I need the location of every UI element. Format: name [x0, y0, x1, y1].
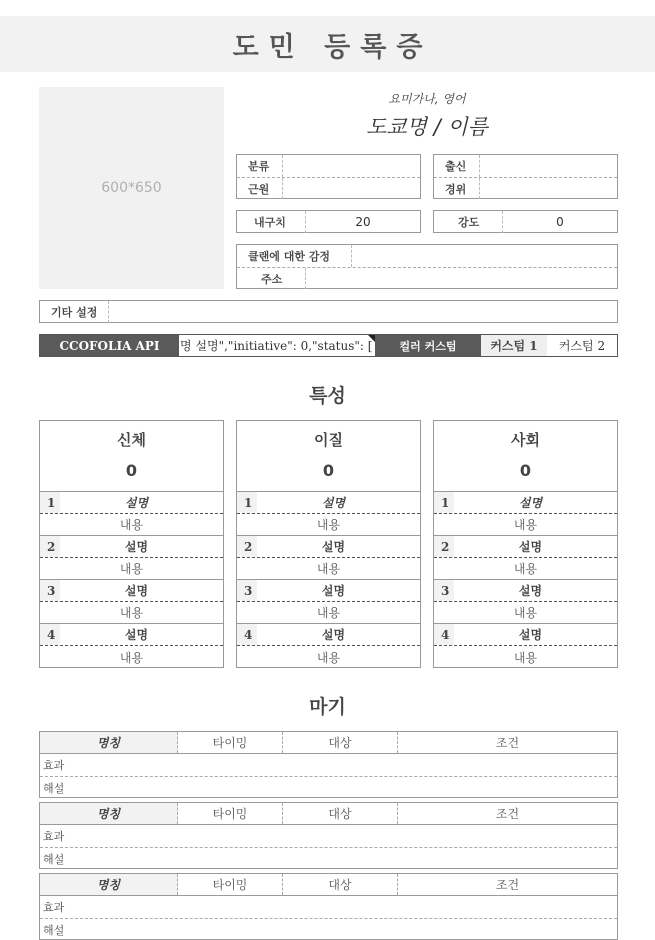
sub-content[interactable]: 내용: [237, 558, 420, 580]
origin-value[interactable]: [480, 155, 617, 177]
sub-description[interactable]: 설명: [518, 540, 543, 554]
clan-feeling-label: 클랜에 대한 감정: [237, 245, 352, 267]
magic-skill-timing[interactable]: 타이밍: [178, 803, 283, 824]
magic-skill-target[interactable]: 대상: [283, 874, 398, 895]
sub-description[interactable]: 설명: [321, 540, 346, 554]
sub-content[interactable]: 내용: [40, 558, 223, 580]
root-value[interactable]: [283, 178, 420, 199]
category-root-box: [236, 154, 421, 199]
durability-box: [236, 210, 421, 233]
sub-number: 1: [237, 492, 257, 513]
sub-number: 3: [434, 580, 454, 601]
sub-number: 4: [434, 624, 454, 645]
yomigana-field[interactable]: 요미가나, 영어: [388, 92, 466, 106]
magic-skill-header: [40, 874, 617, 896]
history-label: 경위: [434, 178, 480, 199]
address-label: 주소: [237, 268, 306, 289]
magic-skill-condition[interactable]: 조건: [495, 807, 520, 821]
origin-history-box: [433, 154, 618, 199]
stat-card-society: [433, 420, 618, 668]
sub-header-row: [237, 536, 420, 558]
sub-description[interactable]: 설명: [321, 628, 346, 642]
clan-address-box: [236, 244, 618, 289]
stat-name: 이질: [314, 431, 343, 449]
page-title: 도민 등록증: [232, 31, 433, 63]
stat-card-body: [39, 420, 224, 668]
origin-row: [434, 155, 617, 177]
name-field[interactable]: 도쿄명 / 이름: [366, 115, 488, 139]
traits-title: 특성: [309, 385, 346, 407]
color-custom-label: 컬러 커스텀: [375, 335, 481, 356]
api-bar: [39, 334, 618, 357]
sub-number: 3: [40, 580, 60, 601]
sub-header-row: [434, 580, 617, 602]
sub-header-row: [434, 536, 617, 558]
sub-header-row: [40, 624, 223, 646]
stat-value[interactable]: 0: [322, 461, 335, 480]
durability-row: [237, 211, 420, 233]
stat-header: [434, 421, 617, 492]
sub-header-row: [237, 492, 420, 514]
sub-description[interactable]: 설명: [124, 584, 149, 598]
sub-number: 2: [434, 536, 454, 557]
magic-skill-note[interactable]: 해설: [40, 776, 617, 798]
sub-content[interactable]: 내용: [237, 514, 420, 536]
magic-skill-card: [39, 731, 618, 798]
stat-header: [40, 421, 223, 492]
sub-header-row: [434, 624, 617, 646]
magic-skill-name[interactable]: 명칭: [40, 732, 178, 753]
sub-number: 1: [40, 492, 60, 513]
sub-number: 2: [237, 536, 257, 557]
magic-skill-effect[interactable]: 효과: [43, 830, 65, 843]
stat-name: 사회: [511, 431, 540, 449]
strength-value[interactable]: 0: [556, 215, 564, 229]
other-settings-box: [39, 300, 618, 323]
history-value[interactable]: [480, 178, 617, 199]
history-row: [434, 177, 617, 199]
sub-description[interactable]: 설명: [518, 496, 543, 510]
magic-skill-card: [39, 873, 618, 940]
sub-content[interactable]: 내용: [40, 514, 223, 536]
magic-skill-card: [39, 802, 618, 869]
stat-card-heterogeneity: [236, 420, 421, 668]
other-settings-row: [40, 301, 617, 323]
sub-header-row: [434, 492, 617, 514]
sub-number: 4: [40, 624, 60, 645]
clan-feeling-row: [237, 245, 617, 267]
sub-header-row: [40, 580, 223, 602]
durability-label: 내구치: [237, 211, 306, 233]
durability-value[interactable]: 20: [355, 215, 371, 229]
clan-feeling-value[interactable]: [352, 245, 617, 267]
magic-skill-target[interactable]: 대상: [283, 732, 398, 753]
portrait-placeholder[interactable]: [39, 87, 224, 289]
custom2-option[interactable]: 커스텀 2: [558, 339, 606, 353]
stat-header: [237, 421, 420, 492]
magic-skill-effect[interactable]: 효과: [43, 759, 65, 772]
sub-content[interactable]: 내용: [434, 514, 617, 536]
sub-number: 4: [237, 624, 257, 645]
sub-header-row: [40, 536, 223, 558]
sub-description[interactable]: 설명: [124, 540, 149, 554]
magic-skill-header: [40, 803, 617, 825]
magic-skill-header: [40, 732, 617, 754]
category-row: [237, 155, 420, 177]
origin-label: 출신: [434, 155, 480, 177]
sub-header-row: [237, 580, 420, 602]
sub-description[interactable]: 설명: [321, 496, 346, 510]
strength-label: 강도: [434, 211, 503, 233]
portrait-size-label: 600*650: [101, 180, 162, 196]
sub-description[interactable]: 설명: [321, 584, 346, 598]
sub-header-row: [237, 624, 420, 646]
magic-skill-timing[interactable]: 타이밍: [178, 874, 283, 895]
sub-content[interactable]: 내용: [434, 602, 617, 624]
sub-description[interactable]: 설명: [124, 628, 149, 642]
magic-skill-condition[interactable]: 조건: [495, 878, 520, 892]
address-value[interactable]: [306, 268, 617, 289]
sub-description[interactable]: 설명: [124, 496, 149, 510]
root-row: [237, 177, 420, 199]
sub-content[interactable]: 내용: [40, 602, 223, 624]
stat-value[interactable]: 0: [519, 461, 532, 480]
other-settings-label: 기타 설정: [40, 301, 109, 323]
magic-skill-condition[interactable]: 조건: [495, 736, 520, 750]
sub-number: 1: [434, 492, 454, 513]
magic-skill-note[interactable]: 해설: [40, 847, 617, 869]
api-value-field[interactable]: 명 설명","initiative": 0,"status": [: [179, 335, 375, 356]
title-banner: [0, 16, 655, 72]
other-settings-value[interactable]: [109, 301, 617, 323]
category-label: 분류: [237, 155, 283, 177]
sub-header-row: [40, 492, 223, 514]
magic-skill-name[interactable]: 명칭: [40, 803, 178, 824]
stat-value[interactable]: 0: [125, 461, 138, 480]
sub-content[interactable]: 내용: [119, 650, 144, 665]
strength-box: [433, 210, 618, 233]
stat-name: 신체: [117, 431, 146, 449]
sub-content[interactable]: 내용: [434, 558, 617, 580]
magic-skill-timing[interactable]: 타이밍: [178, 732, 283, 753]
sub-description[interactable]: 설명: [518, 628, 543, 642]
magic-skill-name[interactable]: 명칭: [40, 874, 178, 895]
sub-content[interactable]: 내용: [237, 602, 420, 624]
sub-number: 2: [40, 536, 60, 557]
sub-number: 3: [237, 580, 257, 601]
custom1-option[interactable]: 커스텀 1: [481, 335, 547, 356]
address-row: [237, 267, 617, 289]
sub-description[interactable]: 설명: [518, 584, 543, 598]
magic-title: 마기: [309, 696, 346, 718]
strength-row: [434, 211, 617, 233]
root-label: 근원: [237, 178, 283, 199]
category-value[interactable]: [283, 155, 420, 177]
sub-content[interactable]: 내용: [316, 650, 341, 665]
magic-skill-target[interactable]: 대상: [283, 803, 398, 824]
sub-content[interactable]: 내용: [513, 650, 538, 665]
magic-skill-effect[interactable]: 효과: [43, 901, 65, 914]
magic-skill-note[interactable]: 해설: [40, 918, 617, 940]
api-label: CCOFOLIA API: [40, 335, 179, 356]
